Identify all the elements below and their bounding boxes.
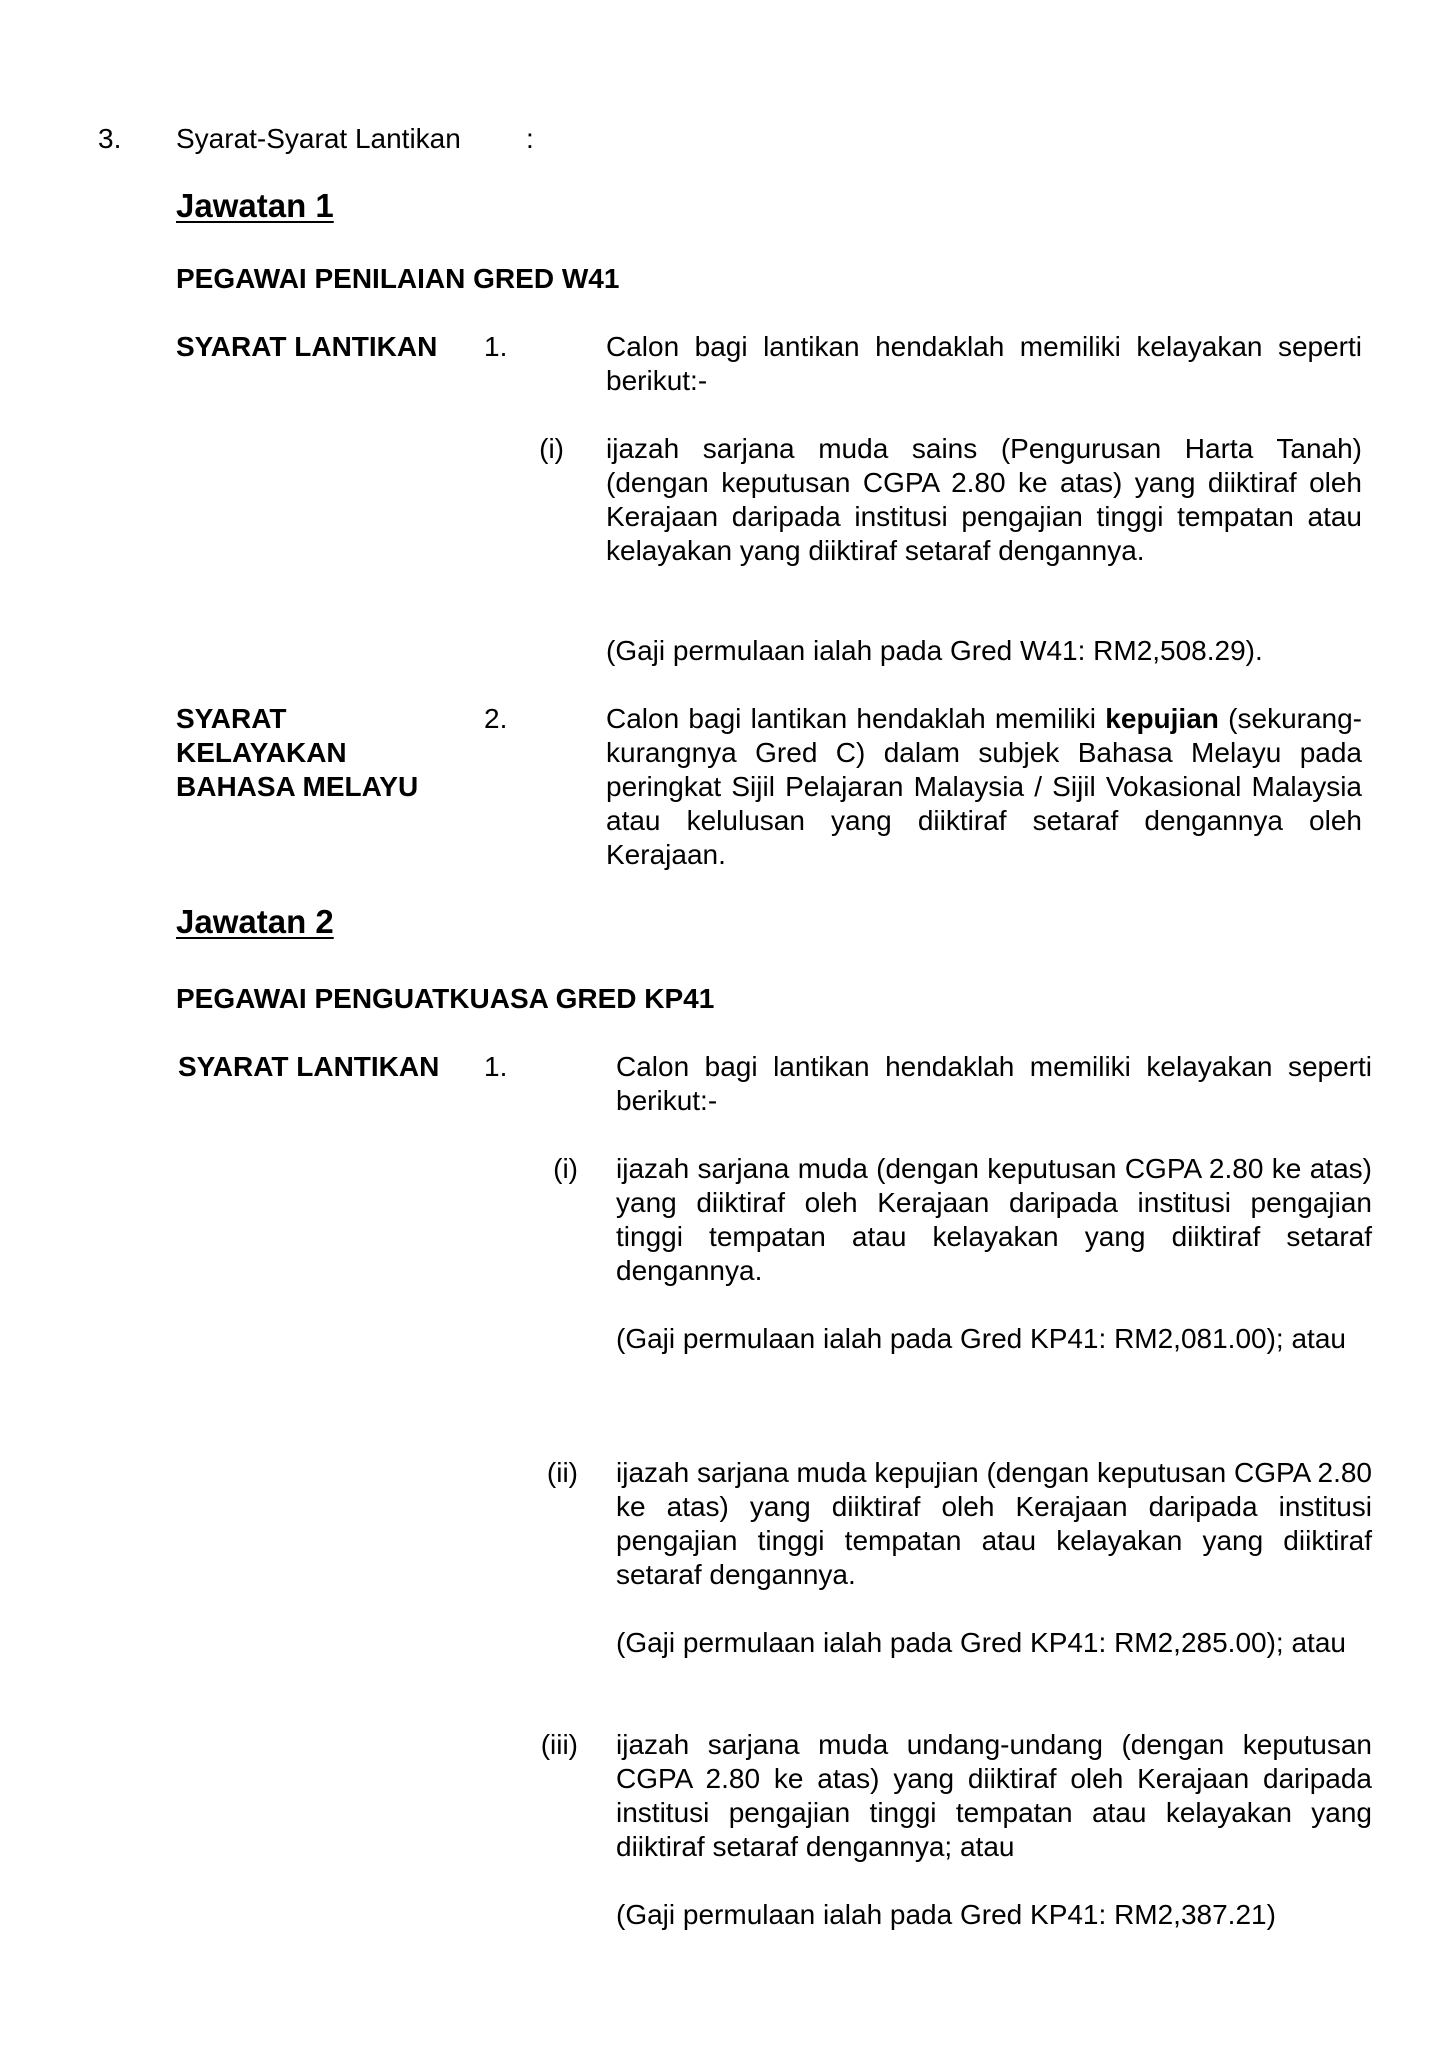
jawatan-1-syarat-bahasa-text bbox=[606, 702, 1362, 872]
syarat-bahasa-text-bold: kepujian bbox=[1105, 703, 1219, 734]
jawatan-2-item-2-text: ijazah sarjana muda kepujian (dengan keputusan CGPA 2.80 ke atas) yang diiktiraf oleh Kerajaan daripada institusi pengajian tinggi tempatan atau kelayakan yang diiktiraf setaraf dengannya. bbox=[616, 1457, 1372, 1590]
syarat-bahasa-text-before: Calon bagi lantikan hendaklah memiliki bbox=[606, 703, 1097, 734]
jawatan-2-item-1-text: ijazah sarjana muda (dengan keputusan CGPA 2.80 ke atas) yang diiktiraf oleh Kerajaan daripada institusi pengajian tinggi tempatan atau kelayakan yang diiktiraf setaraf dengannya. bbox=[616, 1153, 1372, 1286]
jawatan-2-syarat-lantikan-number: 1. bbox=[484, 1051, 508, 1082]
jawatan-2-syarat-lantikan-intro: Calon bagi lantikan hendaklah memiliki kelayakan seperti berikut:- bbox=[616, 1051, 1372, 1116]
jawatan-2-item-2-marker: (ii) bbox=[546, 1457, 578, 1488]
section-number: 3. bbox=[98, 123, 122, 154]
jawatan-2-item-2-salary: (Gaji permulaan ialah pada Gred KP41: RM2,285.00); atau bbox=[616, 1627, 1346, 1658]
jawatan-1-syarat-lantikan-number: 1. bbox=[484, 331, 508, 362]
syarat-bahasa-label-line-2: KELAYAKAN bbox=[176, 737, 347, 768]
jawatan-1-position-title: PEGAWAI PENILAIAN GRED W41 bbox=[176, 263, 620, 294]
syarat-bahasa-label-line-3: BAHASA MELAYU bbox=[176, 771, 419, 802]
jawatan-1-syarat-bahasa-label bbox=[176, 702, 418, 804]
jawatan-2-item-3-marker: (iii) bbox=[540, 1729, 578, 1760]
jawatan-1-syarat-lantikan-intro: Calon bagi lantikan hendaklah memiliki kelayakan seperti berikut:- bbox=[606, 331, 1362, 396]
jawatan-1-heading: Jawatan 1 bbox=[176, 187, 334, 224]
jawatan-2-item-1-salary: (Gaji permulaan ialah pada Gred KP41: RM2,081.00); atau bbox=[616, 1323, 1346, 1354]
jawatan-1-item-1-marker: (i) bbox=[539, 433, 564, 464]
syarat-bahasa-label-line-1: SYARAT bbox=[176, 703, 287, 734]
jawatan-2-item-1-marker: (i) bbox=[553, 1153, 578, 1184]
jawatan-2-heading: Jawatan 2 bbox=[176, 903, 334, 940]
jawatan-1-syarat-bahasa-number: 2. bbox=[484, 703, 508, 734]
jawatan-2-syarat-lantikan-label: SYARAT LANTIKAN bbox=[178, 1051, 440, 1082]
jawatan-1-syarat-lantikan-label: SYARAT LANTIKAN bbox=[176, 331, 438, 362]
jawatan-1-item-1-salary: (Gaji permulaan ialah pada Gred W41: RM2,508.29). bbox=[606, 635, 1263, 666]
jawatan-2-position-title: PEGAWAI PENGUATKUASA GRED KP41 bbox=[176, 983, 715, 1014]
syarat-bahasa-text-after: (sekurang-kurangnya Gred C) dalam subjek Bahasa Melayu pada peringkat Sijil Pelajaran Malaysia / Sijil Vokasional Malaysia atau kelulusan yang diiktiraf setaraf dengannya oleh Kerajaan. bbox=[606, 703, 1363, 870]
section-title: Syarat-Syarat Lantikan bbox=[176, 123, 461, 154]
jawatan-2-item-3-text: ijazah sarjana muda undang-undang (dengan keputusan CGPA 2.80 ke atas) yang diiktiraf oleh Kerajaan daripada institusi pengajian tinggi tempatan atau kelayakan yang diiktiraf setaraf dengannya; atau bbox=[616, 1729, 1372, 1862]
jawatan-1-item-1-text: ijazah sarjana muda sains (Pengurusan Harta Tanah) (dengan keputusan CGPA 2.80 ke atas) yang diiktiraf oleh Kerajaan daripada institusi pengajian tinggi tempatan atau kelayakan yang diiktiraf setaraf dengannya. bbox=[606, 433, 1362, 566]
jawatan-2-item-3-salary: (Gaji permulaan ialah pada Gred KP41: RM2,387.21) bbox=[616, 1899, 1276, 1930]
section-colon: : bbox=[526, 123, 534, 154]
